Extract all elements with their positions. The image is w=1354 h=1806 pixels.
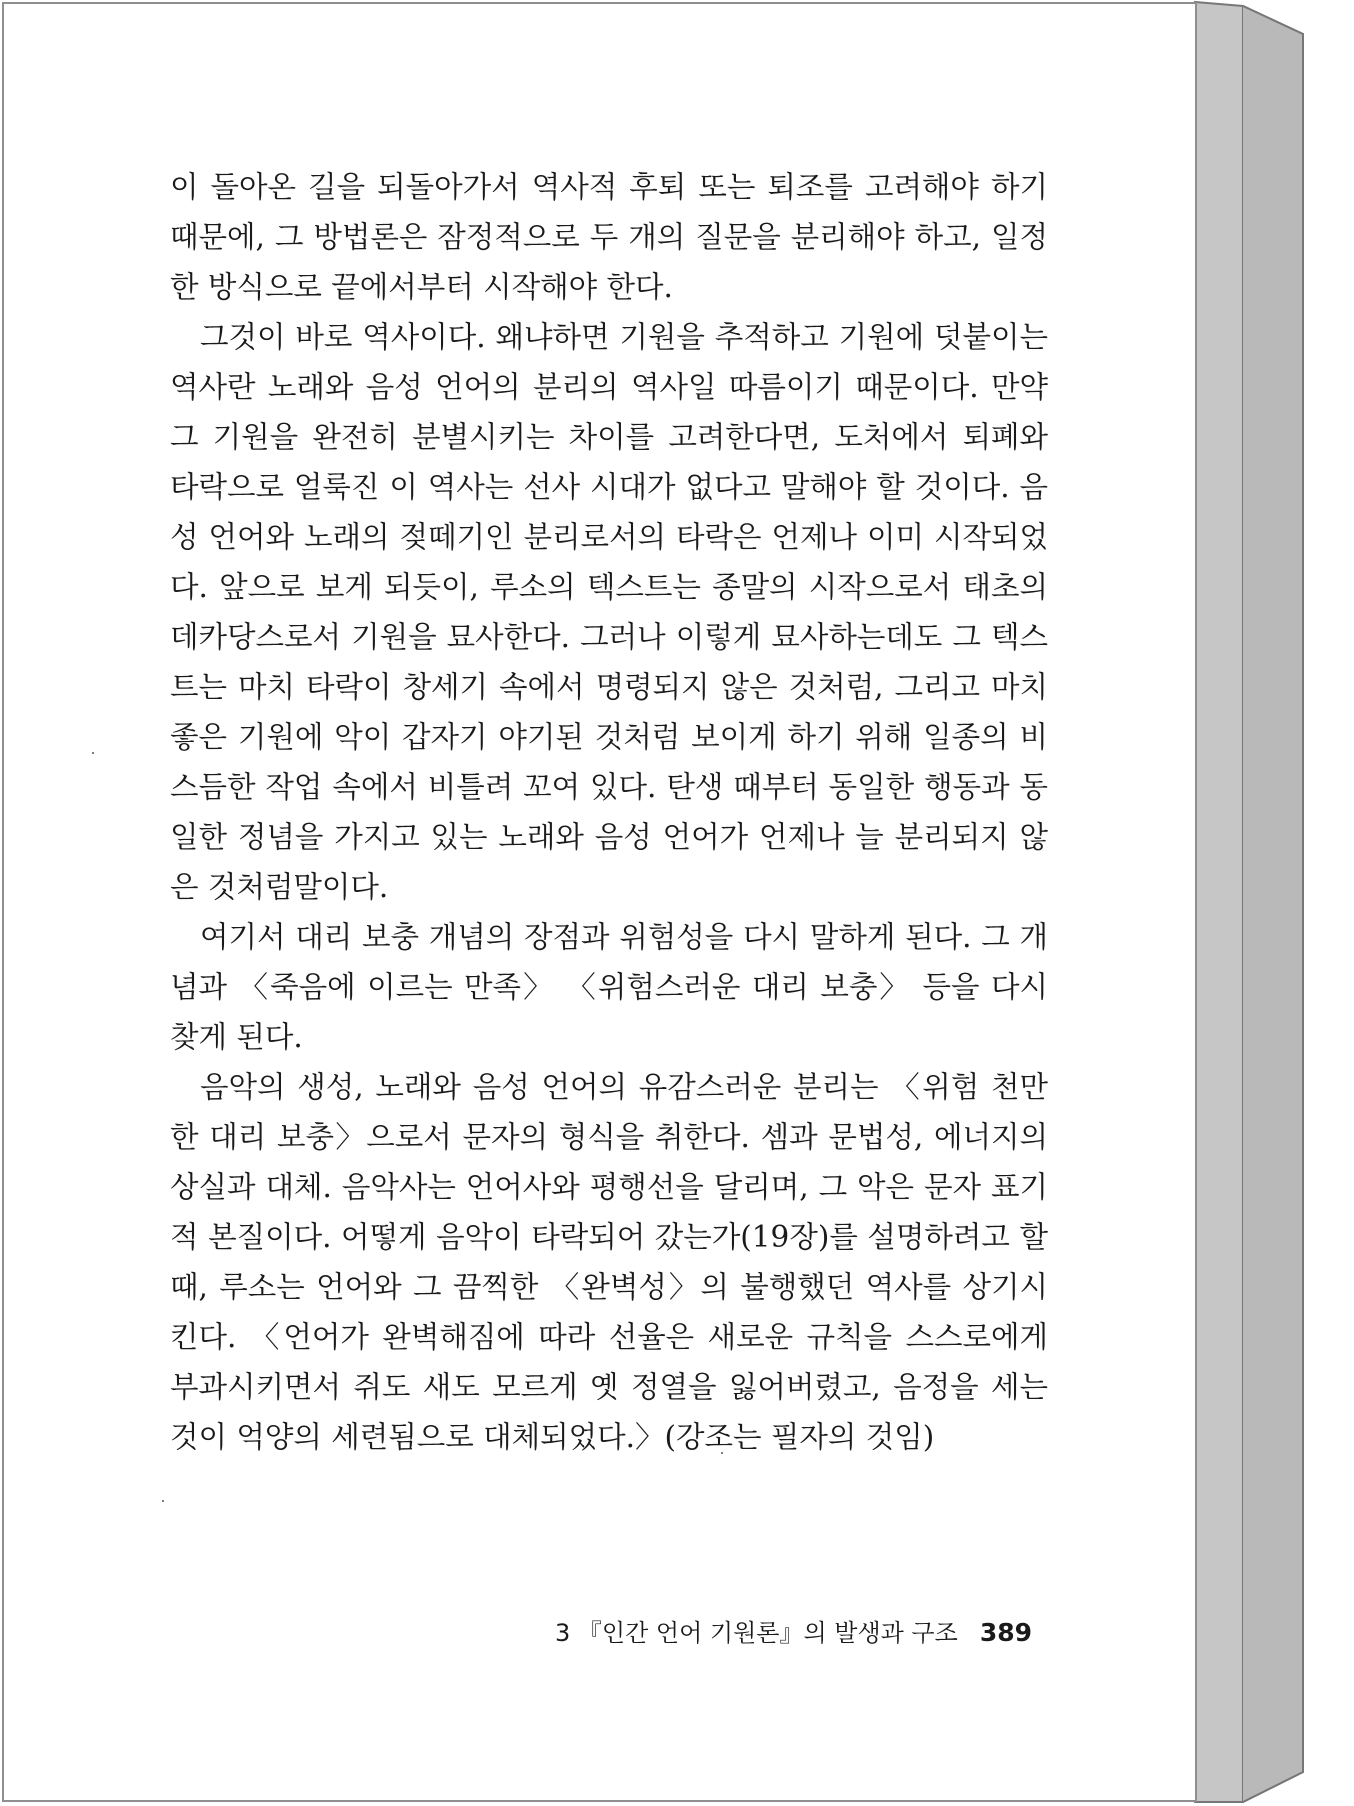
book-edge-shape [1195, 2, 1305, 1804]
page-number: 389 [979, 1618, 1032, 1647]
scan-speck [162, 1500, 164, 1502]
scan-speck [92, 752, 94, 754]
paragraph-continuation: 이 돌아온 길을 되돌아가서 역사적 후퇴 또는 퇴조를 고려해야 하기 때문에, 그 방법론은 잠정적으로 두 개의 질문을 분리해야 하고, 일정한 방식으로 끝에서부터 시작해야 한다. [170, 170, 1048, 304]
paragraph-history: 그것이 바로 역사이다. 왜냐하면 기원을 추적하고 기원에 덧붙이는 역사란 노래와 음성 언어의 분리의 역사일 따름이기 때문이다. 만약 그 기원을 완전히 분별시키는 차이를 고려한다면, 도처에서 퇴폐와 타락으로 얼룩진 이 역사는 선사 시대가 없다고 말해야 할 것이다. 음성 언어와 노래의 젖떼기인 분리로서의 타락은 언제나 이미 시작되었다. 앞으로 보게 되듯이, 루소의 텍스트는 종말의 시작으로서 태초의 데카당스로서 기원을 묘사한다. 그러나 이렇게 묘사하는데도 그 텍스트는 마치 타락이 창세기 속에서 명령되지 않은 것처럼, 그리고 마치 좋은 기원에 악이 갑자기 야기된 것처럼 보이게 하기 위해 일종의 비스듬한 작업 속에서 비틀려 꼬여 있다. 탄생 때부터 동일한 행동과 동일한 정념을 가지고 있는 노래와 음성 언어가 언제나 늘 분리되지 않은 것처럼말이다. [170, 320, 1048, 904]
paragraph-music: 음악의 생성, 노래와 음성 언어의 유감스러운 분리는 〈위험 천만한 대리 보충〉으로서 문자의 형식을 취한다. 셈과 문법성, 에너지의 상실과 대체. 음악사는 언어사와 평행선을 달리며, 그 악은 문자 표기적 본질이다. 어떻게 음악이 타락되어 갔는가(19장)를 설명하려고 할 때, 루소는 언어와 그 끔찍한 〈완벽성〉의 불행했던 역사를 상기시킨다. 〈언어가 완벽해짐에 따라 선율은 새로운 규칙을 스스로에게 부과시키면서 쥐도 새도 모르게 옛 정열을 잃어버렸고, 음정을 세는 것이 억양의 세련됨으로 대체되었다.〉(강조는 필자의 것임) [170, 1070, 1048, 1454]
page-footer [555, 1613, 1032, 1648]
page-body-text [170, 162, 1048, 1462]
running-head: 3 『인간 언어 기원론』의 발생과 구조 [555, 1619, 958, 1647]
paragraph-supplement: 여기서 대리 보충 개념의 장점과 위험성을 다시 말하게 된다. 그 개념과 〈죽음에 이르는 만족〉 〈위험스러운 대리 보충〉 등을 다시 찾게 된다. [170, 920, 1048, 1054]
